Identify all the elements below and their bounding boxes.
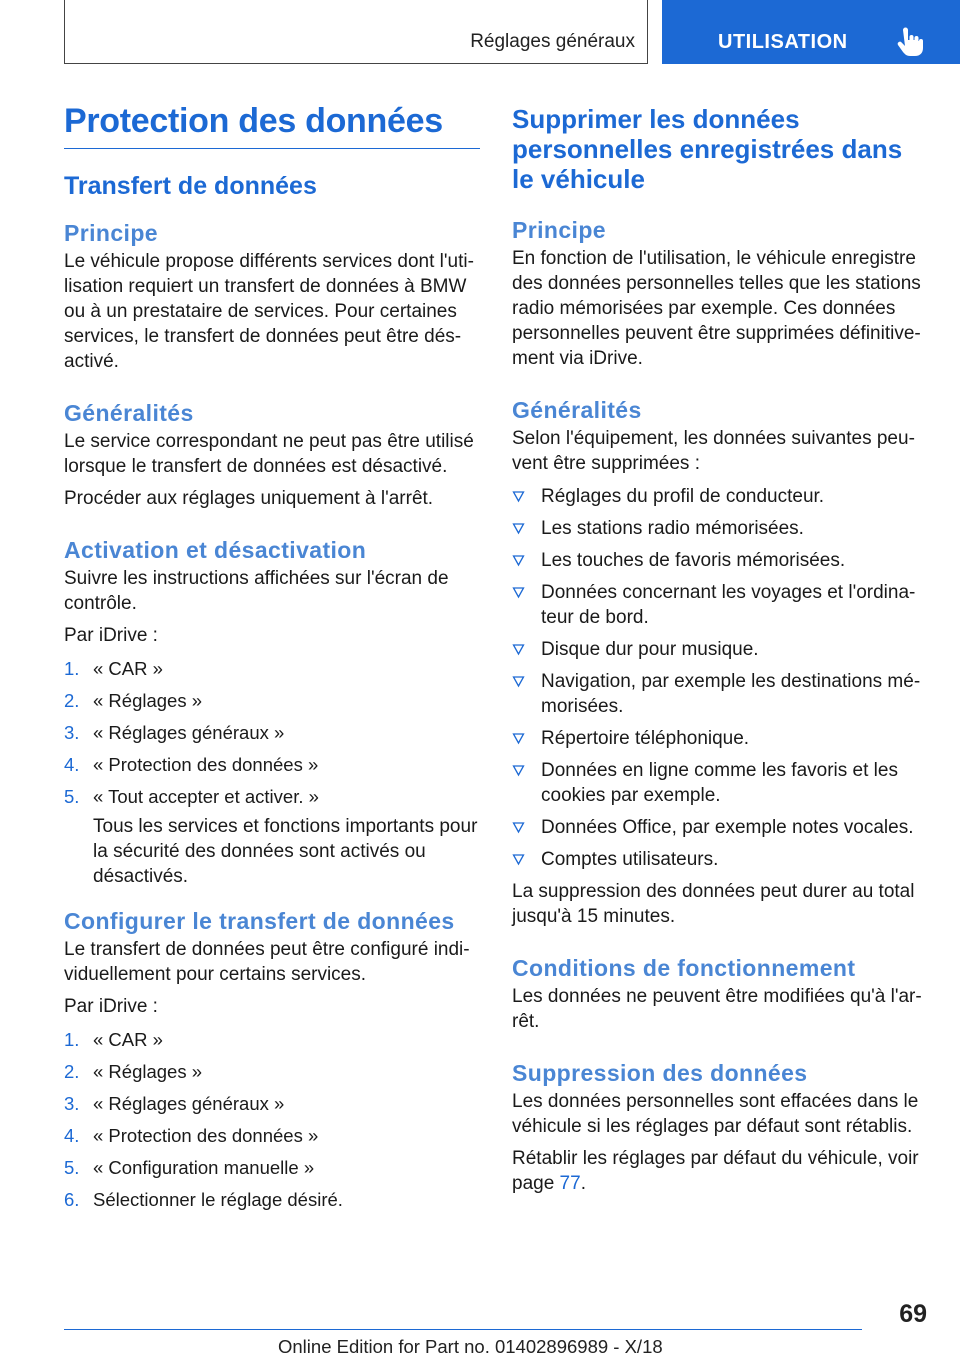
- step-text: « Configuration manuelle »: [93, 1157, 315, 1178]
- bullet-text: Données concernant les voyages et l'ordinateur de bord.: [541, 582, 916, 628]
- page-number: 69: [899, 1300, 927, 1328]
- activation-step-note: Tous les services et fonctions importants pour la sécurité des données sont activés ou désactivés.: [93, 816, 478, 887]
- triangle-bullet-icon: [512, 764, 525, 777]
- header-section-box: [64, 0, 648, 64]
- section-title-supprimer: Supprimer les données personnelles enregistrées dans le véhicule: [512, 104, 903, 194]
- page-reference-link[interactable]: 77: [559, 1173, 581, 1194]
- heading-generalites-right: Généralités: [512, 397, 642, 423]
- step-number: 5.: [64, 1157, 80, 1178]
- bullet-text: Données en ligne comme les favoris et les cookies par exemple.: [541, 760, 898, 806]
- right-column: [512, 100, 928, 1203]
- step-number: 1.: [64, 1029, 80, 1050]
- section-title-transfert: Transfert de données: [64, 172, 317, 200]
- generalites-right-text-2: La suppression des données peut durer au total jusqu'à 15 minutes.: [512, 881, 915, 927]
- list-item: [64, 1059, 480, 1084]
- list-item: [64, 1123, 480, 1148]
- suppression-text-prefix: Rétablir les réglages par défaut du véhicule, voir page: [512, 1148, 919, 1194]
- bullet-text: Navigation, par exemple les destinations mémorisées.: [541, 671, 921, 717]
- step-number: 3.: [64, 1093, 80, 1114]
- generalites-text-1: Le service correspondant ne peut pas être utilisé lorsque le transfert de données est désactivé.: [64, 431, 474, 477]
- list-item: [512, 815, 928, 840]
- list-item: [512, 669, 928, 719]
- bullet-text: Comptes utilisateurs.: [541, 849, 719, 870]
- step-number: 2.: [64, 690, 80, 711]
- step-number: 6.: [64, 1189, 80, 1210]
- triangle-bullet-icon: [512, 853, 525, 866]
- list-item: [64, 688, 480, 713]
- step-number: 3.: [64, 722, 80, 743]
- footer-divider: [64, 1329, 862, 1330]
- triangle-bullet-icon: [512, 586, 525, 599]
- step-number: 4.: [64, 754, 80, 775]
- list-item: [512, 758, 928, 808]
- heading-principe: Principe: [64, 220, 158, 246]
- step-text: « Réglages »: [93, 1061, 203, 1082]
- conditions-text: Les données ne peuvent être modifiées qu'à l'arrêt.: [512, 986, 922, 1032]
- list-item: [64, 1155, 480, 1180]
- bullet-text: Répertoire téléphonique.: [541, 728, 750, 749]
- step-text: « Protection des données »: [93, 1125, 319, 1146]
- bullet-text: Disque dur pour musique.: [541, 639, 759, 660]
- activation-steps: [64, 656, 480, 809]
- list-item: [64, 1187, 480, 1212]
- list-item: [512, 516, 928, 541]
- triangle-bullet-icon: [512, 643, 525, 656]
- triangle-bullet-icon: [512, 675, 525, 688]
- configurer-text-2: Par iDrive :: [64, 996, 158, 1017]
- list-item: [64, 1027, 480, 1052]
- footer-edition-text: Online Edition for Part no. 01402896989 - X/18: [278, 1336, 663, 1357]
- page-title: Protection des données: [64, 100, 480, 149]
- generalites-text-2: Procéder aux réglages uniquement à l'arrêt.: [64, 488, 434, 509]
- activation-text-2: Par iDrive :: [64, 625, 158, 646]
- principe-text: Le véhicule propose différents services dont l'utilisation requiert un transfert de données à BMW ou à un prestataire de services. Pour certaines services, le transfert de données peut être désactivé.: [64, 251, 474, 372]
- step-text: Sélectionner le réglage désiré.: [93, 1189, 343, 1210]
- header-section-title: Réglages généraux: [470, 31, 635, 52]
- step-text: « Protection des données »: [93, 754, 319, 775]
- step-text: « CAR »: [93, 1029, 163, 1050]
- list-item: [64, 656, 480, 681]
- list-item: [512, 580, 928, 630]
- hand-pointer-icon: [894, 26, 926, 58]
- step-text: « Réglages généraux »: [93, 722, 285, 743]
- bullet-text: Les stations radio mémorisées.: [541, 518, 804, 539]
- triangle-bullet-icon: [512, 732, 525, 745]
- bullet-text: Données Office, par exemple notes vocales.: [541, 817, 914, 838]
- heading-configurer: Configurer le transfert de données: [64, 908, 455, 934]
- step-number: 1.: [64, 658, 80, 679]
- triangle-bullet-icon: [512, 490, 525, 503]
- header-chapter-label: UTILISATION: [718, 31, 848, 53]
- list-item: [64, 1091, 480, 1116]
- left-column: [64, 100, 480, 1219]
- step-text: « Réglages généraux »: [93, 1093, 285, 1114]
- suppression-text-1: Les données personnelles sont effacées dans le véhicule si les réglages par défaut sont rétablis.: [512, 1091, 919, 1137]
- heading-generalites: Généralités: [64, 400, 194, 426]
- bullet-text: Les touches de favoris mémorisées.: [541, 550, 846, 571]
- step-number: 5.: [64, 786, 80, 807]
- list-item: [64, 752, 480, 777]
- list-item: [512, 726, 928, 751]
- triangle-bullet-icon: [512, 522, 525, 535]
- step-text: « CAR »: [93, 658, 163, 679]
- configurer-text-1: Le transfert de données peut être configuré individuellement pour certains services.: [64, 939, 470, 985]
- list-item: [512, 548, 928, 573]
- step-text: « Tout accepter et activer. »: [93, 786, 319, 807]
- suppression-text-suffix: .: [580, 1173, 586, 1194]
- principe-right-text: En fonction de l'utilisation, le véhicule enregistre des données personnelles telles que les stations radio mémorisées par exemple. Ces données personnelles peuvent être supprimées définitivement via iDrive.: [512, 248, 921, 369]
- configurer-steps: [64, 1027, 480, 1212]
- bullet-text: Réglages du profil de conducteur.: [541, 486, 825, 507]
- activation-text-1: Suivre les instructions affichées sur l'écran de contrôle.: [64, 568, 449, 614]
- step-number: 2.: [64, 1061, 80, 1082]
- heading-conditions: Conditions de fonctionnement: [512, 955, 856, 981]
- step-text: « Réglages »: [93, 690, 203, 711]
- list-item: [512, 847, 928, 872]
- list-item: [512, 484, 928, 509]
- generalites-right-text: Selon l'équipement, les données suivantes peuvent être supprimées :: [512, 428, 915, 474]
- suppression-text-2: [512, 1146, 928, 1196]
- list-item: [64, 720, 480, 745]
- deletable-data-list: [512, 484, 928, 872]
- heading-principe-right: Principe: [512, 217, 606, 243]
- heading-suppression: Suppression des données: [512, 1060, 808, 1086]
- triangle-bullet-icon: [512, 554, 525, 567]
- list-item: [512, 637, 928, 662]
- heading-activation: Activation et désactivation: [64, 537, 367, 563]
- header-chapter-tab[interactable]: [662, 0, 960, 64]
- list-item: [64, 784, 480, 809]
- triangle-bullet-icon: [512, 821, 525, 834]
- step-number: 4.: [64, 1125, 80, 1146]
